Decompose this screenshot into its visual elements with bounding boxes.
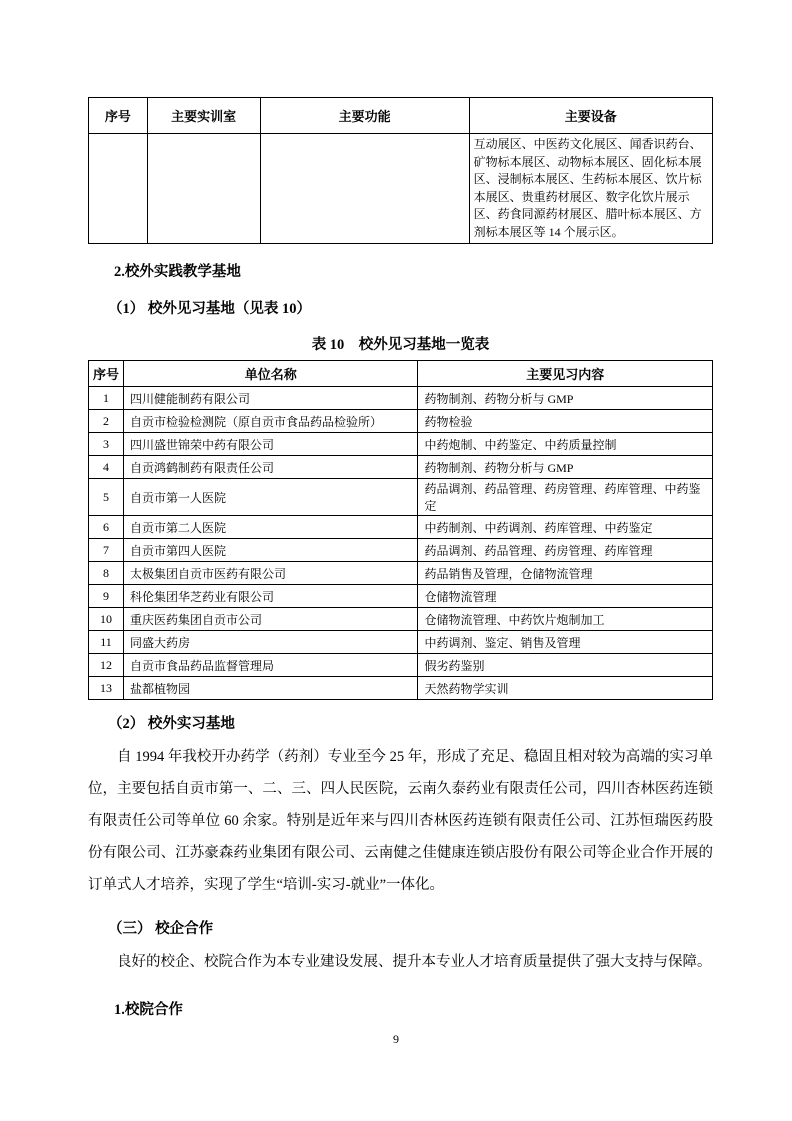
cell-unit-name: 同盛大药房 [123,631,418,654]
table-row [89,562,713,585]
table-row [89,516,713,539]
cell-seq [89,134,148,244]
cell-content: 药品调剂、药品管理、药房管理、药库管理、中药鉴定 [418,479,713,516]
cell-seq: 2 [89,410,124,433]
heading-section-2: 2.校外实践教学基地 [114,264,241,280]
cell-content: 药品调剂、药品管理、药房管理、药库管理 [418,539,713,562]
cell-seq: 13 [89,677,124,700]
table-row [89,631,713,654]
cell-content: 中药制剂、中药调剂、药库管理、中药鉴定 [418,516,713,539]
cell-content: 中药炮制、中药鉴定、中药质量控制 [418,433,713,456]
cell-content: 仓储物流管理 [418,585,713,608]
cell-unit-name: 自贡市检验检测院（原自贡市食品药品检验所） [123,410,418,433]
column-header-equipment: 主要设备 [469,98,712,134]
table-10-title: 表 10 校外见习基地一览表 [311,337,490,353]
cell-seq: 5 [89,479,124,516]
cell-seq: 6 [89,516,124,539]
paragraph-cooperation: 良好的校企、校院合作为本专业建设发展、提升本专业人才培育质量提供了强大支持与保障。 [117,954,712,970]
page-number: 9 [393,1032,399,1046]
cell-seq: 4 [89,456,124,479]
heading-subsection-1: （1） 校外见习基地（见表 10） [108,301,311,317]
column-header-function: 主要功能 [260,98,469,134]
cell-unit-name: 自贡市第二人医院 [123,516,418,539]
cell-content: 药物制剂、药物分析与 GMP [418,456,713,479]
cell-content: 中药调剂、鉴定、销售及管理 [418,631,713,654]
table-10-bases [88,360,713,700]
cell-equipment: 互动展区、中医药文化展区、闻香识药台、矿物标本展区、动物标本展区、固化标本展区、浸制标本展区、生药标本展区、饮片标本展区、贵重药材展区、数字化饮片展示区、药食同源药材展区、腊叶标本展区、方剂标本展区等 14 个展示区。 [469,134,712,244]
cell-seq: 7 [89,539,124,562]
cell-unit-name: 四川健能制药有限公司 [123,387,418,410]
table-row [89,456,713,479]
cell-unit-name: 自贡鸿鹤制药有限责任公司 [123,456,418,479]
table-10-header-row [89,361,713,387]
cell-seq: 8 [89,562,124,585]
cell-unit-name: 自贡市食品药品监督管理局 [123,654,418,677]
cell-unit-name: 自贡市第一人医院 [123,479,418,516]
table-row [89,608,713,631]
equipment-table-header-row [89,98,713,134]
cell-function [260,134,469,244]
cell-content: 药物检验 [418,410,713,433]
cell-content: 药物制剂、药物分析与 GMP [418,387,713,410]
cell-seq: 11 [89,631,124,654]
cell-unit-name: 太极集团自贡市医药有限公司 [123,562,418,585]
column-header-content: 主要见习内容 [418,361,713,387]
table-row [89,134,713,244]
table-row [89,479,713,516]
cell-unit-name: 科伦集团华芝药业有限公司 [123,585,418,608]
cell-content: 仓储物流管理、中药饮片炮制加工 [418,608,713,631]
column-header-seq: 序号 [89,98,148,134]
column-header-room: 主要实训室 [147,98,260,134]
heading-subsection-3: 1.校院合作 [114,1002,183,1018]
cell-seq: 1 [89,387,124,410]
heading-section-3: （三） 校企合作 [108,921,214,937]
column-header-seq: 序号 [89,361,124,387]
heading-subsection-2: （2） 校外实习基地 [108,716,235,732]
cell-seq: 10 [89,608,124,631]
cell-unit-name: 重庆医药集团自贡市公司 [123,608,418,631]
table-row [89,410,713,433]
equipment-table [88,97,713,244]
cell-seq: 9 [89,585,124,608]
cell-unit-name: 盐都植物园 [123,677,418,700]
table-row [89,585,713,608]
paragraph-internship: 自 1994 年我校开办药学（药剂）专业至今 25 年，形成了充足、稳固且相对较为高端的实习单位，主要包括自贡市第一、二、三、四人民医院，云南久泰药业有限责任公司，四川杏林医药连锁有限责任公司等单位 60 余家。特别是近年来与四川杏林医药连锁有限责任公司、江苏恒瑞医药股份有限公司、江苏豪森药业集团有限公司、云南健之佳健康连锁店股份有限公司等企业合作开展的订单式人才培养，实现了学生“培训-实习-就业”一体化。 [88,749,713,893]
cell-content: 假劣药鉴别 [418,654,713,677]
table-row [89,654,713,677]
table-row [89,539,713,562]
table-row [89,433,713,456]
cell-content: 天然药物学实训 [418,677,713,700]
table-row [89,677,713,700]
document-content [88,97,713,1019]
cell-seq: 12 [89,654,124,677]
cell-unit-name: 自贡市第四人医院 [123,539,418,562]
cell-room [147,134,260,244]
table-row [89,387,713,410]
cell-unit-name: 四川盛世锦荣中药有限公司 [123,433,418,456]
column-header-unit-name: 单位名称 [123,361,418,387]
cell-seq: 3 [89,433,124,456]
cell-content: 药品销售及管理，仓储物流管理 [418,562,713,585]
